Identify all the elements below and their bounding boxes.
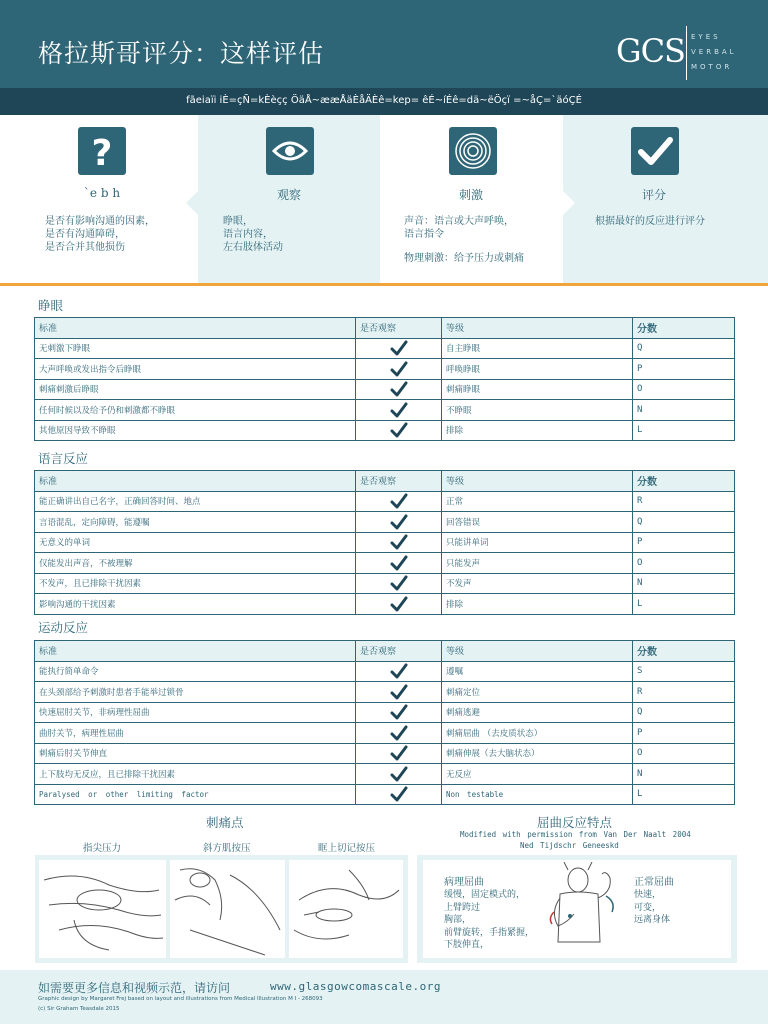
- check-icon[interactable]: [356, 400, 442, 421]
- header-grade: 等级: [442, 318, 633, 339]
- score-cell: O: [633, 743, 735, 764]
- step-title-4: 评分: [641, 188, 666, 202]
- svg-text:?: ?: [91, 133, 113, 174]
- section-title-eyes: 睁眼: [38, 298, 64, 313]
- score-cell: L: [633, 784, 735, 805]
- footer-link[interactable]: www.glasgowcomascale.org: [270, 980, 441, 993]
- criteria-cell: 能正确讲出自己名字，正确回答时间、地点: [35, 491, 356, 512]
- section-title-verbal: 语言反应: [38, 451, 89, 466]
- header-score: 分数: [633, 318, 735, 339]
- check-icon[interactable]: [356, 764, 442, 785]
- table-row: [35, 764, 735, 785]
- grade-cell: 无反应: [442, 764, 633, 785]
- grade-cell: 排除: [442, 594, 633, 615]
- grade-cell: 只能发声: [442, 553, 633, 574]
- criteria-cell: 曲肘关节，病理性屈曲: [35, 723, 356, 744]
- table-row: [35, 338, 735, 359]
- header-criteria: 标准: [35, 318, 356, 339]
- grade-cell: 只能讲单词: [442, 532, 633, 553]
- table-row: [35, 594, 735, 615]
- check-icon[interactable]: [356, 532, 442, 553]
- header-score: 分数: [633, 641, 735, 662]
- logo-word-motor: MOTOR: [691, 63, 733, 71]
- header-observed: 是否观察: [356, 318, 442, 339]
- pain-label-trapezius: 斜方肌按压: [203, 843, 251, 854]
- step-desc-1: 是否有影响沟通的因素， 是否有沟通障碍， 是否合并其他损伤: [45, 216, 155, 253]
- grade-cell: 呼唤睁眼: [442, 359, 633, 380]
- check-icon[interactable]: [356, 359, 442, 380]
- step-desc-4: 根据最好的反应进行评分: [595, 216, 705, 227]
- check-icon[interactable]: [356, 512, 442, 533]
- table-row: [35, 359, 735, 380]
- abnormal-flexion-title: 病理屈曲: [444, 877, 484, 888]
- grade-cell: Non testable: [442, 784, 633, 805]
- table-row: [35, 512, 735, 533]
- check-icon[interactable]: [356, 594, 442, 615]
- flexion-credit-line2: Ned Tijdschr Geneeskd: [520, 841, 619, 850]
- criteria-cell: 无意义的单词: [35, 532, 356, 553]
- target-icon: [449, 127, 497, 175]
- supraorbital-pressure-image: [289, 860, 403, 958]
- grade-cell: 刺痛定位: [442, 682, 633, 703]
- criteria-cell: 刺痛刺激后睁眼: [35, 379, 356, 400]
- grade-cell: 刺痛屈曲 （去皮质状态）: [442, 723, 633, 744]
- grade-cell: 刺痛逃避: [442, 702, 633, 723]
- page-title: 格拉斯哥评分：这样评估: [38, 39, 325, 68]
- step-title-3: 刺激: [458, 188, 483, 202]
- table-row: [35, 661, 735, 682]
- score-cell: O: [633, 379, 735, 400]
- check-icon[interactable]: [356, 553, 442, 574]
- score-cell: P: [633, 723, 735, 744]
- grade-cell: 刺痛伸展（去大脑状态）: [442, 743, 633, 764]
- score-cell: Q: [633, 512, 735, 533]
- score-cell: Q: [633, 702, 735, 723]
- pain-label-fingertip: 指尖压力: [83, 843, 122, 854]
- table-row: [35, 702, 735, 723]
- footer-credit: Graphic design by Margaret Frej based on layout and illustrations from Medical Illustration M I - 268093: [38, 996, 323, 1002]
- grade-cell: 遵嘱: [442, 661, 633, 682]
- question-icon: [78, 127, 126, 175]
- criteria-cell: 大声呼唤或发出指令后睁眼: [35, 359, 356, 380]
- score-cell: S: [633, 661, 735, 682]
- table-row: [35, 743, 735, 764]
- criteria-cell: 不发声，且已排除干扰因素: [35, 573, 356, 594]
- motor-table: [34, 640, 735, 805]
- verbal-table: [34, 470, 735, 615]
- step-desc-3: 声音：语言或大声呼唤， 语言指令 物理刺激：给予压力或刺痛: [404, 216, 524, 264]
- grade-cell: 刺痛睁眼: [442, 379, 633, 400]
- score-cell: O: [633, 553, 735, 574]
- trapezius-pinch-image: [170, 860, 285, 958]
- header-grade: 等级: [442, 471, 633, 492]
- table-row: [35, 532, 735, 553]
- score-cell: L: [633, 420, 735, 441]
- logo-word-eyes: EYES: [691, 33, 721, 41]
- fingertip-pressure-image: [39, 860, 166, 958]
- table-row: [35, 723, 735, 744]
- check-icon[interactable]: [356, 743, 442, 764]
- score-cell: N: [633, 400, 735, 421]
- orange-divider: [0, 283, 768, 286]
- step-title-1: `e b h: [83, 186, 121, 200]
- logo-word-verbal: VERBAL: [691, 48, 737, 56]
- table-header-row: [35, 471, 735, 492]
- header-score: 分数: [633, 471, 735, 492]
- pain-points-title: 刺痛点: [206, 815, 244, 830]
- normal-flexion-title: 正常屈曲: [634, 877, 674, 888]
- score-cell: R: [633, 491, 735, 512]
- flexion-title: 屈曲反应特点: [537, 815, 613, 830]
- header-criteria: 标准: [35, 471, 356, 492]
- criteria-cell: 上下肢均无反应，且已排除干扰因素: [35, 764, 356, 785]
- table-row: [35, 379, 735, 400]
- score-cell: L: [633, 594, 735, 615]
- check-icon[interactable]: [356, 420, 442, 441]
- check-icon[interactable]: [356, 682, 442, 703]
- table-row: [35, 784, 735, 805]
- check-icon[interactable]: [356, 573, 442, 594]
- criteria-cell: 其他原因导致不睁眼: [35, 420, 356, 441]
- table-row: [35, 491, 735, 512]
- score-cell: Q: [633, 338, 735, 359]
- score-cell: R: [633, 682, 735, 703]
- check-icon[interactable]: [356, 491, 442, 512]
- subtitle-text: fãeiaïi iÈ=çÑ=kÈèçç ÖäÅ~ææÅäÈåÄÈê=kep= êÉ~íÉê=dä~ëÖçï =~åÇ=`äóÇÉ: [186, 95, 582, 106]
- criteria-cell: 在头颈部给予刺激时患者手能举过锁骨: [35, 682, 356, 703]
- criteria-cell: 任何时候以及给予仍和刺激都不睁眼: [35, 400, 356, 421]
- criteria-cell: 仅能发出声音，不被理解: [35, 553, 356, 574]
- flexion-credit-line1: Modified with permission from Van Der Naalt 2004: [460, 830, 691, 839]
- step-title-2: 观察: [276, 188, 301, 202]
- grade-cell: 自主睁眼: [442, 338, 633, 359]
- table-header-row: [35, 641, 735, 662]
- header-observed: 是否观察: [356, 471, 442, 492]
- check-icon[interactable]: [356, 784, 442, 805]
- section-title-motor: 运动反应: [38, 620, 89, 635]
- header-observed: 是否观察: [356, 641, 442, 662]
- score-cell: N: [633, 764, 735, 785]
- footer-copyright: (c) Sir Graham Teasdale 2015: [38, 1006, 120, 1012]
- check-icon[interactable]: [356, 379, 442, 400]
- header-criteria: 标准: [35, 641, 356, 662]
- step-desc-2: 睁眼， 语言内容， 左右肢体活动: [223, 216, 283, 253]
- eyes-table: [34, 317, 735, 441]
- criteria-cell: 影响沟通的干扰因素: [35, 594, 356, 615]
- criteria-cell: Paralysed or other limiting factor: [35, 784, 356, 805]
- check-icon: [631, 127, 679, 175]
- abnormal-flexion-desc: 缓慢，固定模式的， 上臂跨过 胸部， 前臂旋转，手指紧握， 下肢伸直，: [444, 890, 535, 950]
- score-cell: P: [633, 532, 735, 553]
- grade-cell: 正常: [442, 491, 633, 512]
- criteria-cell: 无刺激下睁眼: [35, 338, 356, 359]
- grade-cell: 排除: [442, 420, 633, 441]
- grade-cell: 不发声: [442, 573, 633, 594]
- grade-cell: 不睁眼: [442, 400, 633, 421]
- eye-icon: [266, 127, 314, 175]
- table-row: [35, 573, 735, 594]
- check-icon[interactable]: [356, 702, 442, 723]
- table-row: [35, 420, 735, 441]
- grade-cell: 回答错误: [442, 512, 633, 533]
- check-icon[interactable]: [356, 723, 442, 744]
- flexion-figure-image: [540, 862, 625, 962]
- table-row: [35, 400, 735, 421]
- check-icon[interactable]: [356, 338, 442, 359]
- score-cell: P: [633, 359, 735, 380]
- footer-text: 如需要更多信息和视频示范，请访问: [38, 981, 231, 995]
- criteria-cell: 刺痛后肘关节伸直: [35, 743, 356, 764]
- criteria-cell: 快速屈肘关节，非病理性屈曲: [35, 702, 356, 723]
- score-cell: N: [633, 573, 735, 594]
- check-icon[interactable]: [356, 661, 442, 682]
- normal-flexion-desc: 快速， 可变， 远离身体: [634, 890, 671, 925]
- table-row: [35, 682, 735, 703]
- criteria-cell: 能执行简单命令: [35, 661, 356, 682]
- gcs-logo: GCS: [616, 32, 685, 70]
- criteria-cell: 言语混乱，定向障碍，能遵嘱: [35, 512, 356, 533]
- header-grade: 等级: [442, 641, 633, 662]
- pain-label-supraorbital: 眶上切记按压: [318, 843, 376, 854]
- logo-divider: [686, 26, 687, 80]
- table-row: [35, 553, 735, 574]
- table-header-row: [35, 318, 735, 339]
